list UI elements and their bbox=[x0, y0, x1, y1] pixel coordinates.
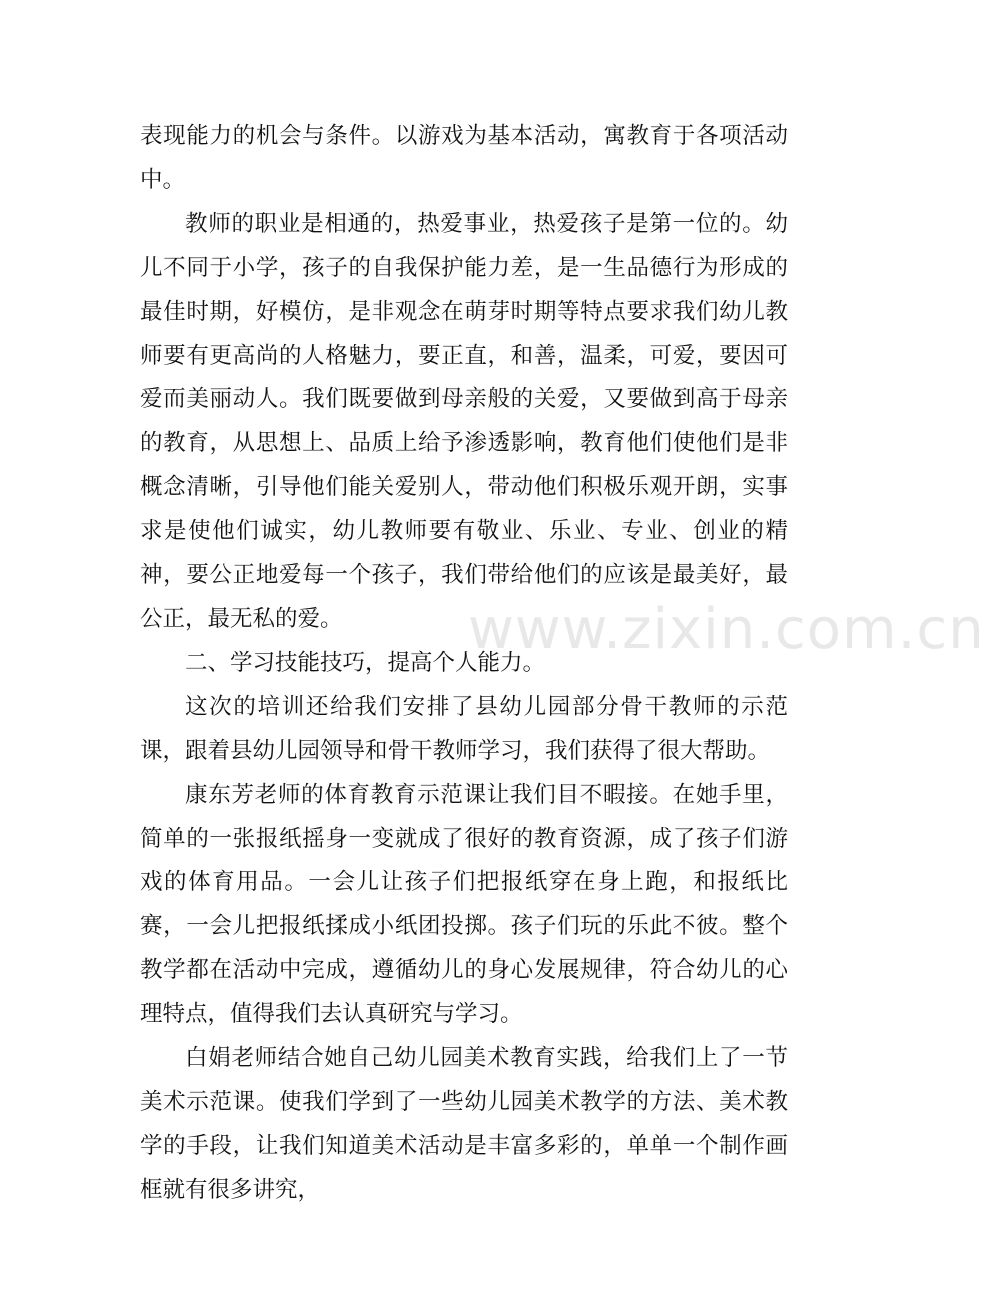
document-body bbox=[140, 115, 788, 1213]
section-heading: 二、学习技能技巧，提高个人能力。 bbox=[185, 649, 546, 676]
paragraph: 教师的职业是相通的，热爱事业，热爱孩子是第一位的。幼儿不同于小学，孩子的自我保护能力差，是一生品德行为形成的最佳时期，好模仿，是非观念在萌芽时期等特点要求我们幼儿教师要有更高尚的人格魅力，要正直，和善，温柔，可爱，要因可爱而美丽动人。我们既要做到母亲般的关爱，又要做到高于母亲的教育，从思想上、品质上给予渗透影响，教育他们使他们是非概念清晰，引导他们能关爱别人，带动他们积极乐观开朗，实事求是使他们诚实，幼儿教师要有敬业、乐业、专业、创业的精神，要公正地爱每一个孩子，我们带给他们的应该是最美好，最公正，最无私的爱。 bbox=[140, 210, 788, 632]
paragraph: 这次的培训还给我们安排了县幼儿园部分骨干教师的示范课，跟着县幼儿园领导和骨干教师学习，我们获得了很大帮助。 bbox=[140, 693, 788, 764]
paragraph: 表现能力的机会与条件。以游戏为基本活动，寓教育于各项活动中。 bbox=[140, 123, 788, 193]
paragraph: 康东芳老师的体育教育示范课让我们目不暇接。在她手里，简单的一张报纸摇身一变就成了很好的教育资源，成了孩子们游戏的体育用品。一会儿让孩子们把报纸穿在身上跑，和报纸比赛，一会儿把报纸揉成小纸团投掷。孩子们玩的乐此不彼。整个教学都在活动中完成，遵循幼儿的身心发展规律，符合幼儿的心理特点，值得我们去认真研究与学习。 bbox=[140, 781, 788, 1028]
paragraph: 白娟老师结合她自己幼儿园美术教育实践，给我们上了一节美术示范课。使我们学到了一些幼儿园美术教学的方法、美术教学的手段，让我们知道美术活动是丰富多彩的，单单一个制作画框就有很多讲究， bbox=[140, 1045, 788, 1203]
watermark: www.zixin.com.cn bbox=[468, 597, 985, 662]
